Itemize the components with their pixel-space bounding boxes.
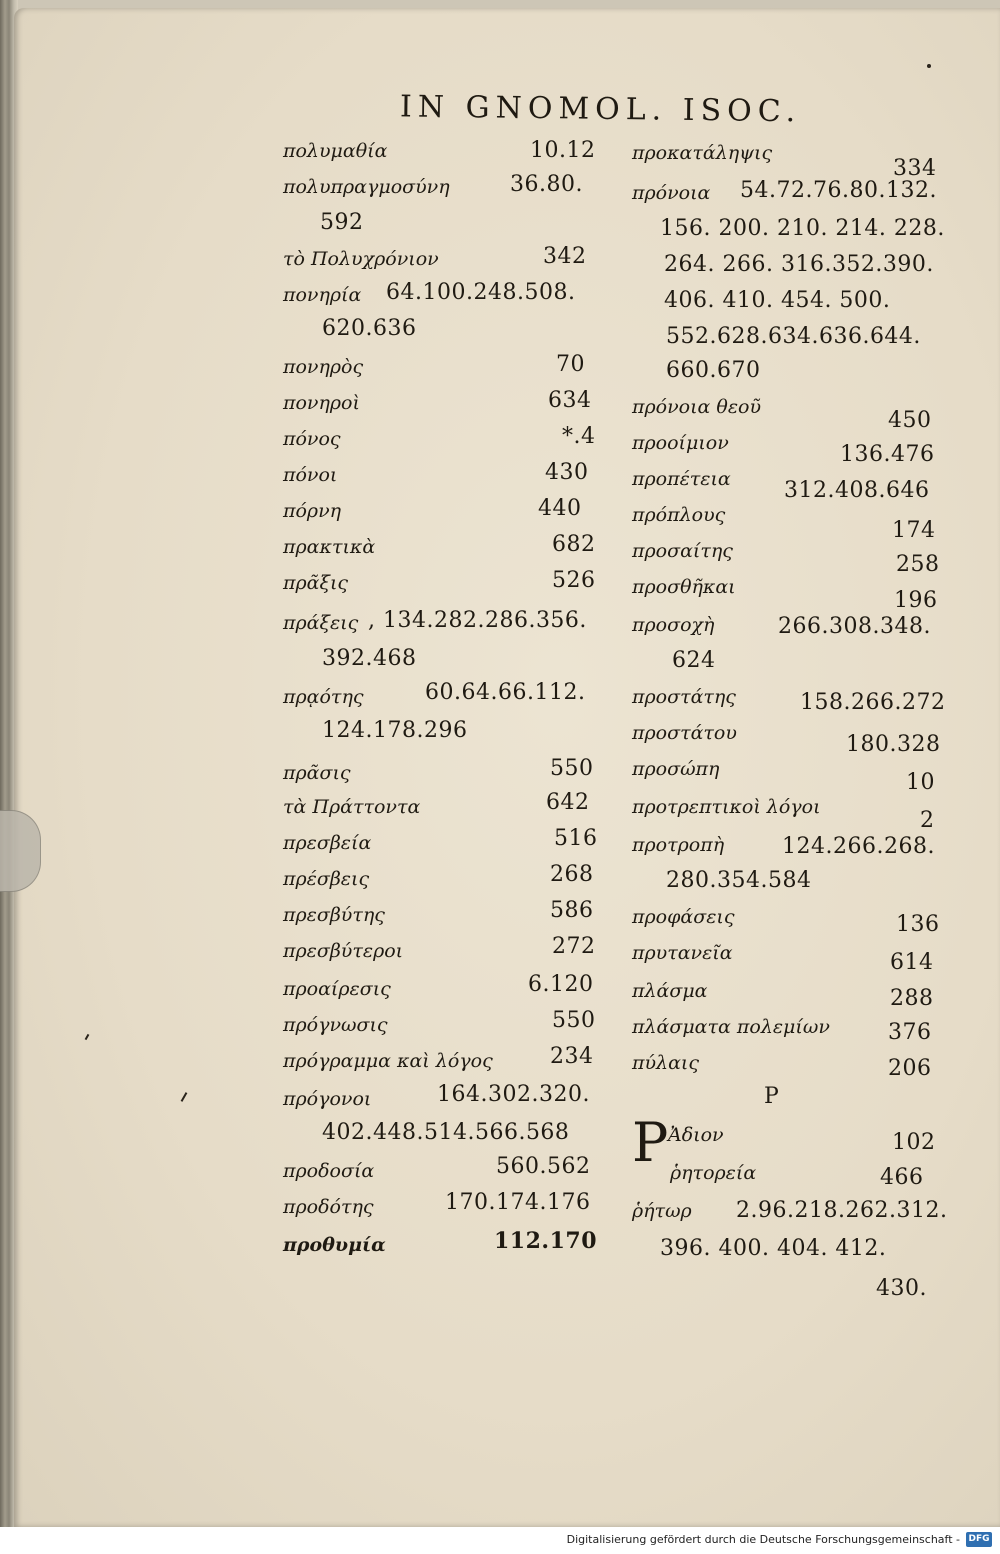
index-entry: πρόπλους	[632, 504, 726, 526]
entry-pages: 266.308.348.	[778, 614, 931, 639]
entry-pages: 660.670	[666, 358, 761, 383]
entry-pages: 642	[546, 790, 590, 815]
index-entry: τὸ Πολυχρόνιον	[283, 248, 439, 270]
entry-pages: 64.100.248.508.	[386, 280, 576, 305]
entry-pages: 450	[888, 408, 932, 433]
entry-pages: 342	[543, 244, 587, 269]
drop-cap: P	[632, 1111, 669, 1174]
entry-pages: 466	[880, 1165, 924, 1190]
index-entry: πρεσβεία	[283, 832, 372, 854]
index-entry: πρόνοια	[632, 182, 711, 204]
index-entry: πολυπραγμοσύνη	[283, 176, 450, 198]
entry-pages: 36.80.	[510, 172, 583, 197]
index-entry: προπέτεια	[632, 468, 731, 490]
entry-pages: 430.	[876, 1276, 927, 1301]
entry-pages: 112.170	[494, 1228, 598, 1254]
index-entry: πρόγνωσις	[283, 1014, 388, 1036]
index-entry: προθυμία	[283, 1234, 386, 1256]
index-entry: προστάτου	[632, 722, 737, 744]
entry-pages: 312.408.646	[784, 478, 930, 503]
index-entry: πλάσματα πολεμίων	[632, 1016, 830, 1038]
entry-pages: 158.266.272	[800, 690, 946, 715]
index-entry: πονηροὶ	[283, 392, 360, 414]
index-entry: προκατάληψις	[632, 142, 773, 164]
index-entry: πονηρὸς	[283, 356, 364, 378]
index-entry: προτρεπτικοὶ λόγοι	[632, 796, 821, 818]
index-entry: προτροπὴ	[632, 834, 725, 856]
entry-pages: 124.178.296	[322, 718, 468, 743]
entry-pages: 206	[888, 1056, 932, 1081]
entry-pages: 2	[920, 808, 935, 833]
entry-pages: 170.174.176	[445, 1190, 591, 1215]
index-entry: πράξεις	[283, 612, 359, 634]
entry-pages: 272	[552, 934, 596, 959]
entry-pages: 2.96.218.262.312.	[736, 1198, 948, 1223]
index-entry: πονηρία	[283, 284, 362, 306]
index-entry: προσοχὴ	[632, 614, 715, 636]
index-entry: προοίμιον	[632, 432, 729, 454]
entry-pages: 440	[538, 496, 582, 521]
entry-pages: *.4	[562, 424, 596, 449]
entry-pages: 136.476	[840, 442, 935, 467]
index-entry: προσαίτης	[632, 540, 733, 562]
entry-pages: 54.72.76.80.132.	[740, 178, 937, 203]
entry-pages: 624	[672, 648, 716, 673]
index-entry: προστάτης	[632, 686, 736, 708]
index-entry: προδοσία	[283, 1160, 375, 1182]
digitization-footer	[0, 1527, 1000, 1554]
entry-pages: 396. 400. 404. 412.	[660, 1236, 887, 1261]
index-entry: πόρνη	[283, 500, 342, 522]
entry-pages: 392.468	[322, 646, 417, 671]
entry-pages: 280.354.584	[666, 868, 812, 893]
entry-pages: 406. 410. 454. 500.	[664, 288, 891, 313]
index-entry: πρυτανεῖα	[632, 942, 733, 964]
ink-speck	[927, 64, 931, 68]
dfg-logo: DFG	[966, 1532, 992, 1547]
entry-pages: 60.64.66.112.	[425, 680, 586, 705]
entry-pages: 124.266.268.	[782, 834, 935, 859]
entry-pages: 526	[552, 568, 596, 593]
entry-pages: , 134.282.286.356.	[368, 608, 587, 633]
running-header: IN GNOMOL. ISOC.	[399, 89, 802, 130]
index-entry: πρεσβύτεροι	[283, 940, 404, 962]
entry-pages: 550	[552, 1008, 596, 1033]
entry-pages: 10	[906, 770, 935, 795]
entry-pages: 174	[892, 518, 936, 543]
index-entry: πρόγραμμα καὶ λόγος	[283, 1050, 493, 1072]
entry-pages: 516	[554, 826, 598, 851]
index-entry: τὰ Πράττοντα	[283, 796, 421, 818]
entry-pages: 102	[892, 1130, 936, 1155]
index-entry: προαίρεσις	[283, 978, 391, 1000]
entry-pages: 10.12	[530, 138, 596, 163]
index-entry: πρακτικὰ	[283, 536, 376, 558]
index-entry: πρᾳότης	[283, 686, 364, 708]
index-entry: πύλαις	[632, 1052, 700, 1074]
entry-pages: 402.448.514.566.568	[322, 1120, 570, 1145]
entry-pages: 552.628.634.636.644.	[666, 324, 921, 349]
entry-pages: 430	[545, 460, 589, 485]
index-entry: πρέσβεις	[283, 868, 370, 890]
funding-notice: Digitalisierung gefördert durch die Deutsche Forschungsgemeinschaft -	[566, 1533, 960, 1546]
entry-pages: 268	[550, 862, 594, 887]
index-entry: ῥητορεία	[670, 1162, 757, 1184]
entry-pages: 234	[550, 1044, 594, 1069]
entry-pages: 164.302.320.	[437, 1082, 590, 1107]
index-entry: πρεσβύτης	[283, 904, 385, 926]
entry-pages: 264. 266. 316.352.390.	[664, 252, 934, 277]
entry-pages: 258	[896, 552, 940, 577]
entry-pages: 334	[893, 156, 937, 181]
index-entry: πολυμαθία	[283, 140, 388, 162]
index-entry: πρᾶξις	[283, 572, 349, 594]
entry-pages: 620.636	[322, 316, 417, 341]
entry-pages: 560.562	[496, 1154, 591, 1179]
index-entry: πρόγονοι	[283, 1088, 372, 1110]
index-entry: ῥήτωρ	[632, 1200, 692, 1222]
index-entry: πρόνοια θεοῦ	[632, 396, 762, 418]
entry-pages: 634	[548, 388, 592, 413]
entry-pages: 70	[556, 352, 585, 377]
entry-pages: 288	[890, 986, 934, 1011]
entry-pages: 550	[550, 756, 594, 781]
entry-pages: 156. 200. 210. 214. 228.	[660, 216, 945, 241]
entry-pages: 180.328	[846, 732, 941, 757]
index-entry: προδότης	[283, 1196, 374, 1218]
entry-pages: 682	[552, 532, 596, 557]
index-entry: προφάσεις	[632, 906, 735, 928]
index-entry: προσθῆκαι	[632, 576, 736, 598]
entry-pages: 6.120	[528, 972, 594, 997]
index-entry: προσώπη	[632, 758, 720, 780]
entry-pages: 586	[550, 898, 594, 923]
index-entry: πόνος	[283, 428, 341, 450]
entry-pages: 136	[896, 912, 940, 937]
entry-pages: 592	[320, 210, 364, 235]
entry-pages: 614	[890, 950, 934, 975]
index-entry: πόνοι	[283, 464, 338, 486]
index-entry: Ἀδιον	[668, 1124, 724, 1146]
entry-pages: 376	[888, 1020, 932, 1045]
page-clip	[0, 810, 41, 892]
entry-pages: 196	[894, 588, 938, 613]
section-letter: P	[764, 1084, 779, 1109]
index-entry: πρᾶσις	[283, 762, 351, 784]
index-entry: πλάσμα	[632, 980, 708, 1002]
